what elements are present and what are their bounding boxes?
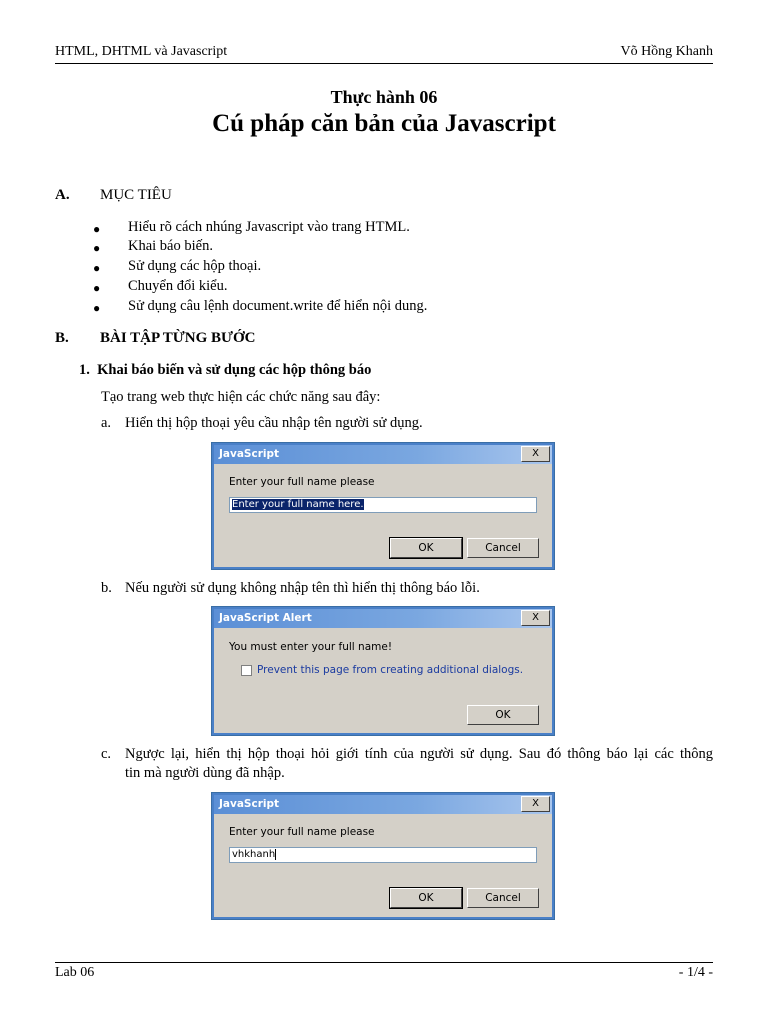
close-button[interactable]: X xyxy=(521,610,550,626)
footer-rule xyxy=(55,962,713,963)
step-a-text: Hiển thị hộp thoại yêu cầu nhập tên người sử dụng. xyxy=(125,415,423,431)
section-b-heading: BÀI TẬP TỪNG BƯỚC xyxy=(100,330,256,346)
bullet-item: Khai báo biến. xyxy=(128,238,213,254)
text-cursor xyxy=(275,849,276,860)
bullet-item: Hiểu rõ cách nhúng Javascript vào trang HTML. xyxy=(128,219,410,235)
dialog-prompt: Enter your full name please xyxy=(229,826,375,838)
alert-dialog xyxy=(211,606,555,736)
bullet-icon: ● xyxy=(93,261,101,275)
alert-message: You must enter your full name! xyxy=(229,641,393,653)
prompt-dialog xyxy=(211,442,555,570)
header-right: Võ Hồng Khanh xyxy=(620,44,713,59)
name-input[interactable] xyxy=(229,847,537,863)
dialog-prompt: Enter your full name please xyxy=(229,476,375,488)
prevent-dialogs-checkbox[interactable] xyxy=(241,665,252,676)
dialog-title: JavaScript Alert xyxy=(214,609,552,628)
close-button[interactable]: X xyxy=(521,446,550,462)
bullet-item: Sử dụng câu lệnh document.write để hiển nội dung. xyxy=(128,298,428,314)
section-a-letter: A. xyxy=(55,187,70,203)
bullet-icon: ● xyxy=(93,301,101,315)
section-a-heading: MỤC TIÊU xyxy=(100,187,172,203)
step-c-text-line1: Ngược lại, hiển thị hộp thoại hỏi giới tính của người sử dụng. Sau đó thông báo lại các thông xyxy=(125,746,713,762)
bullet-icon: ● xyxy=(93,241,101,255)
step-c-label: c. xyxy=(101,746,112,762)
cancel-button[interactable]: Cancel xyxy=(467,888,539,908)
bullet-item: Sử dụng các hộp thoại. xyxy=(128,258,262,274)
step-a-label: a. xyxy=(101,415,112,431)
ok-button[interactable]: OK xyxy=(390,888,462,908)
bullet-icon: ● xyxy=(93,281,101,295)
page-number: - 1/4 - xyxy=(678,965,713,980)
step-c-text-line2: tin mà người dùng đã nhập. xyxy=(125,765,285,781)
ok-button[interactable]: OK xyxy=(467,705,539,725)
exercise-intro: Tạo trang web thực hiện các chức năng sau đây: xyxy=(101,389,381,405)
dialog-title: JavaScript xyxy=(214,445,552,464)
step-b-text: Nếu người sử dụng không nhập tên thì hiển thị thông báo lỗi. xyxy=(125,580,480,596)
exercise-heading: 1. Khai báo biến và sử dụng các hộp thông báo xyxy=(79,362,372,378)
page-title: Cú pháp căn bản của Javascript xyxy=(212,110,556,137)
lab-title: Thực hành 06 xyxy=(330,87,438,107)
section-b-letter: B. xyxy=(55,330,69,346)
footer-left: Lab 06 xyxy=(55,965,95,980)
cancel-button[interactable]: Cancel xyxy=(467,538,539,558)
name-input[interactable] xyxy=(229,497,537,513)
step-b-label: b. xyxy=(101,580,112,596)
close-button[interactable]: X xyxy=(521,796,550,812)
dialog-title: JavaScript xyxy=(214,795,552,814)
header-left: HTML, DHTML và Javascript xyxy=(55,44,228,59)
ok-button[interactable]: OK xyxy=(390,538,462,558)
bullet-icon: ● xyxy=(93,222,101,236)
input-value: Enter your full name here. xyxy=(232,499,364,510)
header-rule xyxy=(55,63,713,64)
checkbox-label: Prevent this page from creating additional dialogs. xyxy=(257,664,524,676)
bullet-item: Chuyển đổi kiểu. xyxy=(128,278,228,294)
prompt-dialog-filled xyxy=(211,792,555,920)
input-value: vhkhanh xyxy=(232,849,276,860)
